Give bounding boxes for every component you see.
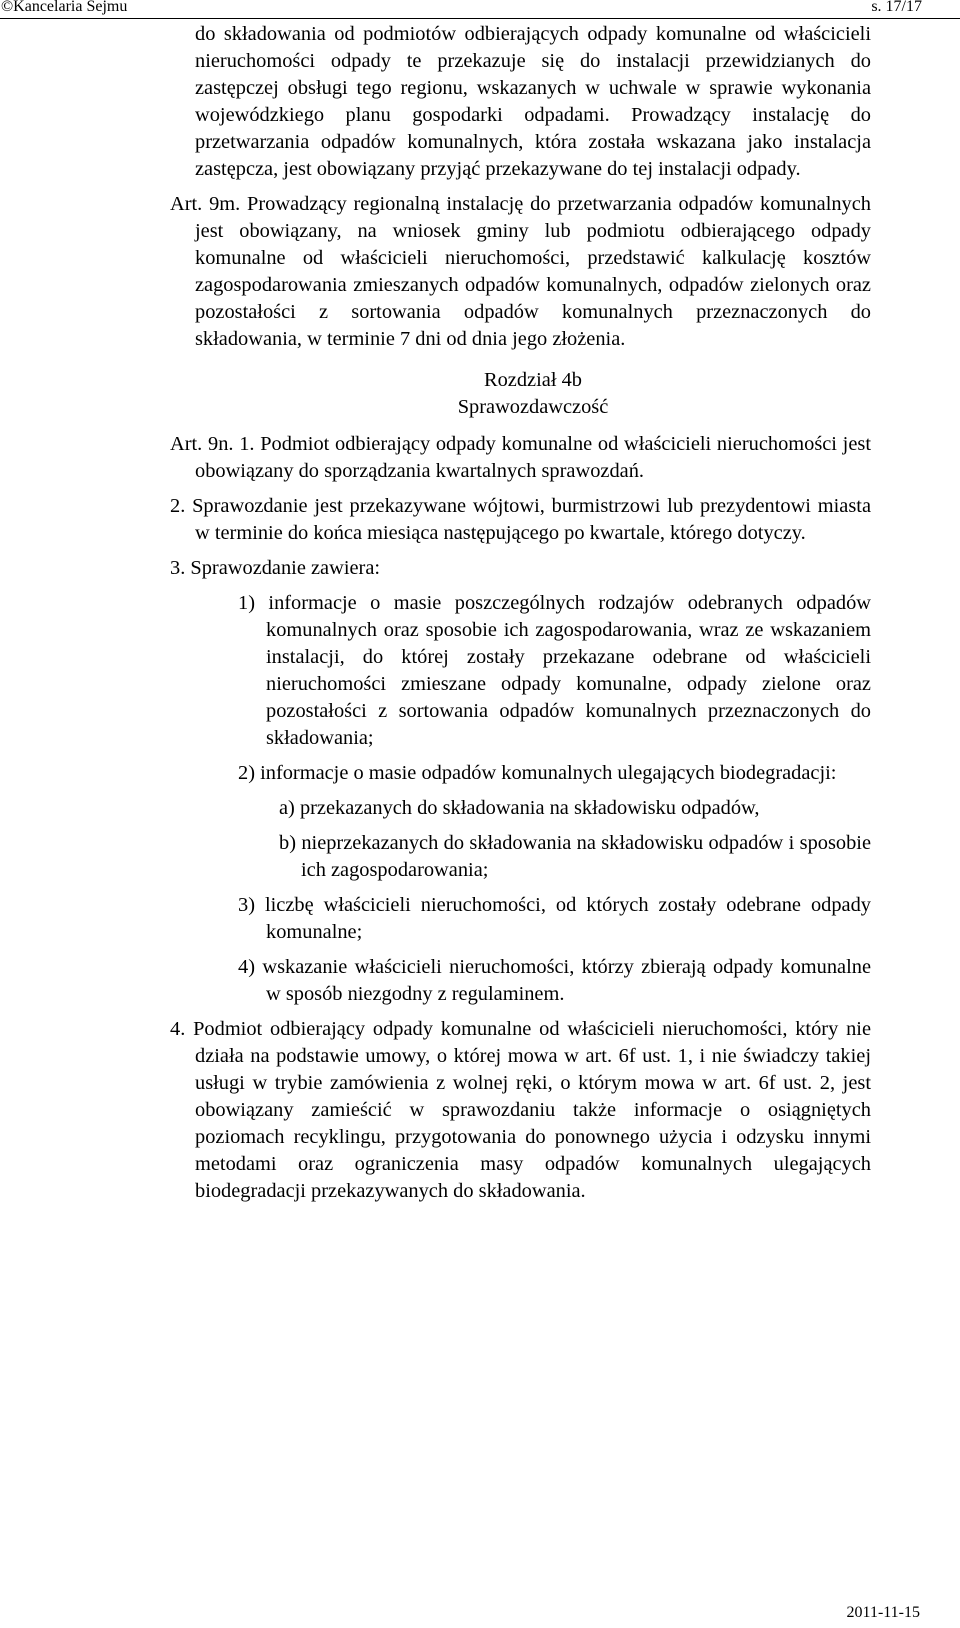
list-item-4: 4) wskazanie właścicieli nieruchomości, którzy zbierają odpady komunalne w sposób niezgodny z regulaminem. <box>238 956 871 1005</box>
publication-date: 2011-11-15 <box>846 1604 920 1621</box>
chapter-number: Rozdział 4b <box>484 369 582 391</box>
list-item-2a: a) przekazanych do składowania na składowisku odpadów, <box>279 797 760 819</box>
header-source: ©Kancelaria Sejmu <box>1 0 128 15</box>
chapter-title: Sprawozdawczość <box>457 396 609 418</box>
article-9n-section-3: 3. Sprawozdanie zawiera: <box>170 557 381 579</box>
list-item-2b: b) nieprzekazanych do składowania na składowisku odpadów i sposobie ich zagospodarowania; <box>279 832 871 881</box>
paragraph-continuation: do składowania od podmiotów odbierających odpady komunalne od właścicieli nieruchomości odpady te przekazuje się do instalacji przewidzianych do zastępczej obsługi tego regionu, wskazanych w uchwale w sprawie wykonania wojewódzkiego planu gospodarki odpadami. Prowadzący instalację do przetwarzania odpadów komunalnych, która została wskazana jako instalacja zastępcza, jest obowiązany przyjąć przekazywane do tej instalacji odpady. <box>195 23 871 180</box>
list-item-1: 1) informacje o masie poszczególnych rodzajów odebranych odpadów komunalnych oraz sposobie ich zagospodarowania, wraz ze wskazaniem instalacji, do której zostały przekazane odebrane od właścicieli nieruchomości zmieszane odpady komunalne, odpady zielone oraz pozostałości z sortowania odpadów komunalnych przeznaczonych do składowania; <box>238 592 871 749</box>
document-body <box>170 21 871 1205</box>
list-item-2: 2) informacje o masie odpadów komunalnych ulegających biodegradacji: <box>238 762 837 784</box>
list-item-3: 3) liczbę właścicieli nieruchomości, od których zostały odebrane odpady komunalne; <box>238 894 871 943</box>
article-9m: Art. 9m. Prowadzący regionalną instalację do przetwarzania odpadów komunalnych jest obowiązany, na wniosek gminy lub podmiotu odbierającego odpady komunalne od właścicieli nieruchomości, przedstawić kalkulację kosztów zagospodarowania zmieszanych odpadów komunalnych, odpadów zielonych oraz pozostałości z sortowania odpadów komunalnych przeznaczonych do składowania, w terminie 7 dni od dnia jego złożenia. <box>170 193 871 350</box>
header-divider <box>0 18 960 19</box>
article-9n-section-4: 4. Podmiot odbierający odpady komunalne od właścicieli nieruchomości, który nie działa na podstawie umowy, o której mowa w art. 6f ust. 1, i nie świadczy takiej usługi w trybie zamówienia z wolnej ręki, o którym mowa w art. 6f ust. 2, jest obowiązany zamieścić w sprawozdaniu także informacje o osiągniętych poziomach recyklingu, przygotowania do ponownego użycia i odzysku innymi metodami oraz ograniczenia masy odpadów komunalnych ulegających biodegradacji przekazywanych do składowania. <box>170 1018 871 1202</box>
article-9n-section-2: 2. Sprawozdanie jest przekazywane wójtowi, burmistrzowi lub prezydentowi miasta w terminie do końca miesiąca następującego po kwartale, którego dotyczy. <box>170 495 871 544</box>
page-number: s. 17/17 <box>871 0 922 15</box>
article-9n-section-1: Art. 9n. 1. Podmiot odbierający odpady komunalne od właścicieli nieruchomości jest obowiązany do sporządzania kwartalnych sprawozdań. <box>170 433 871 482</box>
